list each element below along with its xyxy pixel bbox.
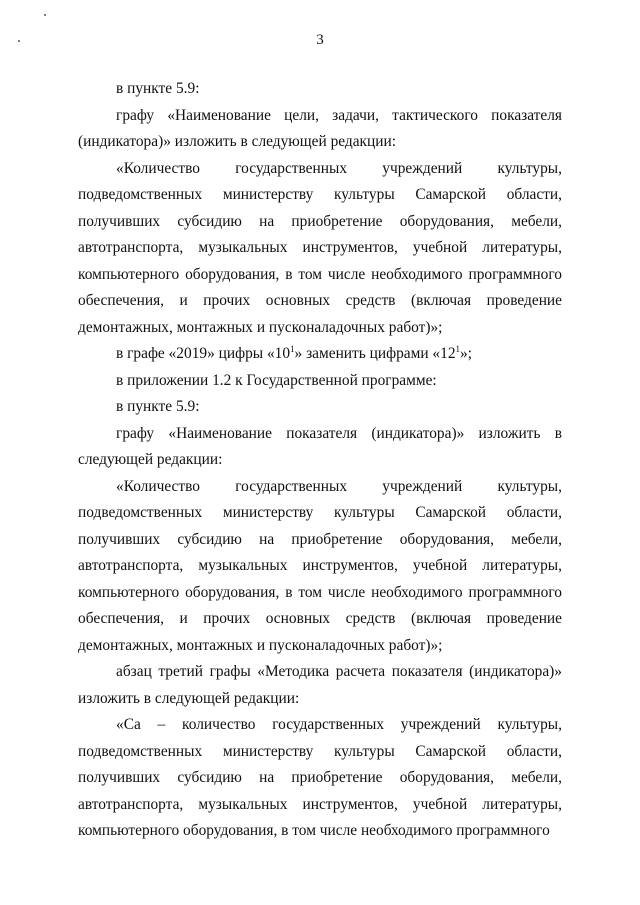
paragraph-methodology: абзац третий графы «Методика расчета показателя (индикатора)» изложить в следующей редакции: [78, 663, 562, 707]
paragraph-appendix-1-2: в приложении 1.2 к Государственной программе: [116, 371, 437, 389]
paragraph-column-2019 [78, 341, 562, 368]
superscript: 1 [455, 344, 461, 354]
paragraph-quote-indicator-second: «Количество государственных учреждений культуры, подведомственных министерству культуры Самарской области, получивших субсидию на приобретение оборудования, мебели, автотранспорта, музыкальных инструментов, учебной литературы, компьютерного оборудования, в том числе необходимого программного обеспечения, и прочих основных средств (включая проведение демонтажных, монтажных и пусконаладочных работ)»; [78, 477, 562, 654]
text-fragment: » заменить цифрами «12 [294, 345, 456, 362]
paragraph-indicator-column: графу «Наименование показателя (индикатора)» изложить в следующей редакции: [78, 424, 562, 468]
paragraph-item-5-9: в пункте 5.9: [116, 80, 200, 97]
document-body [78, 76, 562, 845]
text-fragment: в графе «2019» цифры «10 [116, 345, 291, 362]
page-number: 3 [316, 32, 324, 48]
paragraph-item-5-9-second: в пункте 5.9: [116, 398, 200, 415]
paragraph-quote-indicator: «Количество государственных учреждений культуры, подведомственных министерству культуры Самарской области, получивших субсидию на приобретение оборудования, мебели, автотранспорта, музыкальных инструментов, учебной литературы, компьютерного оборудования, в том числе необходимого программного обеспечения, и прочих основных средств (включая проведение демонтажных, монтажных и пусконаладочных работ)»; [78, 159, 562, 336]
superscript: 1 [290, 344, 295, 354]
scan-speck [44, 14, 46, 16]
paragraph-goal-column: графу «Наименование цели, задачи, тактического показателя (индикатора)» изложить в следующей редакции: [78, 106, 562, 150]
paragraph-quote-ca: «Са – количество государственных учреждений культуры, подведомственных министерству культуры Самарской области, получивших субсидию на приобретение оборудования, мебели, автотранспорта, музыкальных инструментов, учебной литературы, компьютерного оборудования, в том числе необходимого программного [78, 716, 562, 839]
text-fragment: »; [460, 345, 473, 362]
